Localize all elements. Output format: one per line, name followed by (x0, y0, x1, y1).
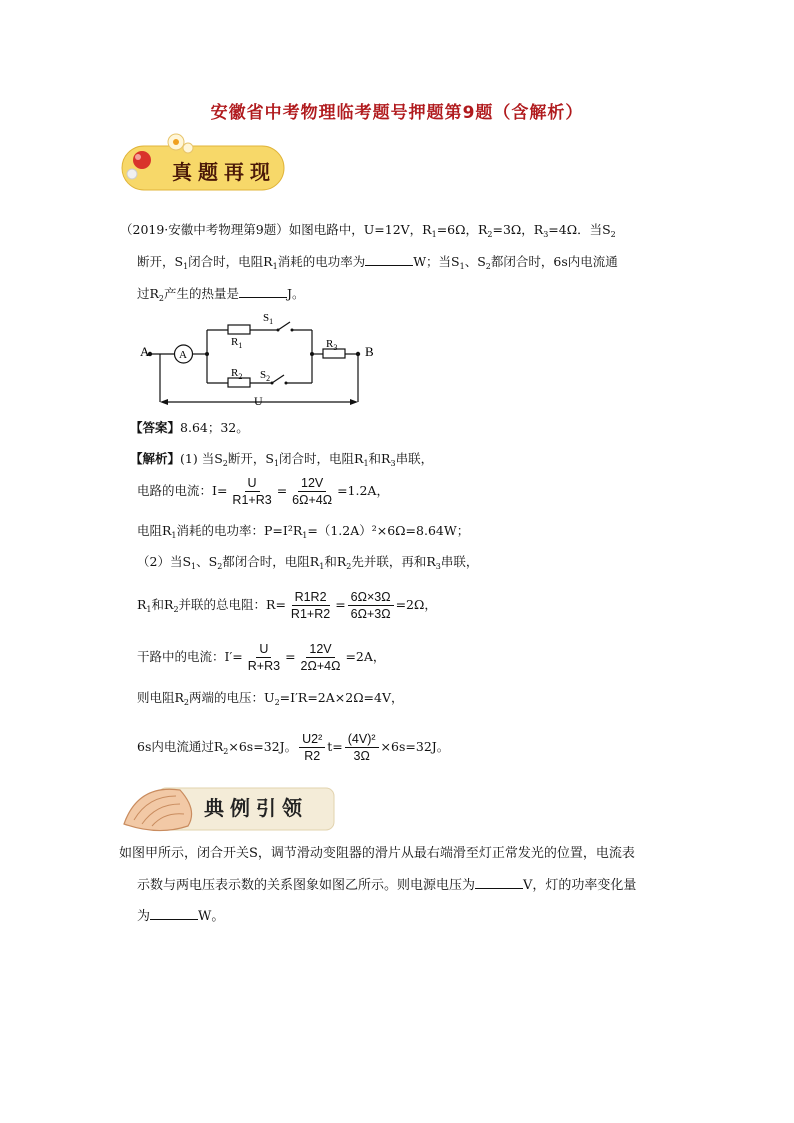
question-line-2: 断开，$S_1$闭合时，电阻$R_1$消耗的电功率为 W；当$S_1$、$S_2$都闭合时，6s内电流通 (137, 254, 618, 271)
fraction: $\frac{12V}{6\Omega+4\Omega}$ (292, 476, 333, 507)
analysis-line-1: 【解析】(1) 当$S_2$断开，$S_1$闭合时，电阻$R_1$和$R_3$串联， (130, 451, 434, 468)
analysis-line-5: $R_1$和$R_2$并联的总电阻：R= $\frac{R1R2}{R1+R2}$ = $\frac{6\Omega\times 3\Omega}{6\Omega+3\Omega}$ =2Ω， (137, 590, 437, 621)
analysis-line-7: 则电阻$R_2$两端的电压：$U_2=I'R=2A\times 2\Omega=4V$， (137, 690, 404, 707)
analysis-line-3: 电阻$R_1$消耗的电功率：$P=I^2R_1=(1.2A)^2\times 6\Omega=8.64W$； (137, 523, 470, 540)
fraction: $\frac{6\Omega\times 3\Omega}{6\Omega+3\Omega}$ (348, 589, 394, 622)
question-line-3: 过$R_2$产生的热量是 J。 (137, 286, 305, 303)
s1-label: $S_1$ (263, 312, 274, 326)
example-line-2: 示数与两电压表示数的关系图象如图乙所示。则电源电压为 V，灯的功率变化量 (137, 878, 637, 893)
switch-s2 (272, 375, 284, 383)
r1-label: $R_1$ (231, 336, 243, 350)
example-line-1: 如图甲所示，闭合开关S，调节滑动变阻器的滑片从最右端滑至灯正常发光的位置，电流表 (119, 846, 635, 861)
terminal-a-label: A (140, 344, 150, 359)
terminal-b-label: B (365, 344, 374, 359)
s2-label: $S_2$ (260, 369, 271, 383)
analysis-line-2: 电路的电流：I= $\frac{U}{R1+R3}$ = $\frac{12V}{6\Omega+4\Omega}$ =1.2A， (137, 476, 389, 507)
section-banner-real-question (118, 132, 288, 194)
analysis-line-8: 6s内电流通过$R_2\times 6s=32J$。 $\frac{\text{U2²}}{R2}$ t= $\frac{\text{(4V)²}}{3\Omega}$ ×6s=32J。 (137, 732, 450, 763)
answer-blank-3[interactable] (475, 877, 523, 889)
banner-label: 典例引领 (204, 796, 308, 820)
fraction: $\frac{\text{U2²}}{R2}$ (299, 731, 325, 764)
answer-blank-4[interactable] (150, 908, 198, 920)
answer-blank-2[interactable] (239, 286, 287, 298)
question-line-1: （2019·安徽中考物理第9题）如图电路中，U=12V，$R_1=6\Omega$，$R_2=3\Omega$，$R_3=4\Omega$．当$S_2$ (120, 222, 616, 239)
analysis-line-6: 干路中的电流：I′= $\frac{U}{R+R3}$ = $\frac{12V}{2\Omega+4\Omega}$ =2A， (137, 642, 386, 673)
banner-label: 真题再现 (172, 160, 276, 184)
fraction: $\frac{U}{R1+R3}$ (232, 476, 272, 507)
answer-line: 【答案】8.64；32。 (130, 420, 249, 435)
switch-s1 (278, 322, 290, 330)
answer-blank-1[interactable] (365, 254, 413, 266)
terminal-b-dot (356, 352, 360, 356)
example-line-3: 为 W。 (137, 909, 225, 924)
fraction: $\frac{U}{R+R3}$ (247, 642, 281, 673)
fraction: $\frac{R1R2}{R1+R2}$ (290, 590, 331, 621)
section-banner-typical-example (118, 780, 338, 836)
junction-right-dot (310, 352, 314, 356)
ammeter-label: A (179, 349, 187, 361)
fraction: $\frac{\text{(4V)²}}{3\Omega}$ (345, 731, 379, 764)
fraction: $\frac{12V}{2\Omega+4\Omega}$ (300, 642, 341, 673)
r2-label: $R_2$ (231, 367, 243, 381)
page-title: 安徽省中考物理临考题号押题第9题（含解析） (210, 103, 584, 123)
resistor-r1 (228, 325, 250, 334)
junction-left-dot (205, 352, 209, 356)
analysis-line-4: （2）当$S_1$、$S_2$都闭合时，电阻$R_1$和$R_2$先并联，再和$R_3$串联， (137, 554, 479, 571)
voltage-u-label: U (254, 394, 263, 408)
circuit-diagram (140, 308, 380, 410)
r3-label: $R_3$ (326, 338, 338, 352)
